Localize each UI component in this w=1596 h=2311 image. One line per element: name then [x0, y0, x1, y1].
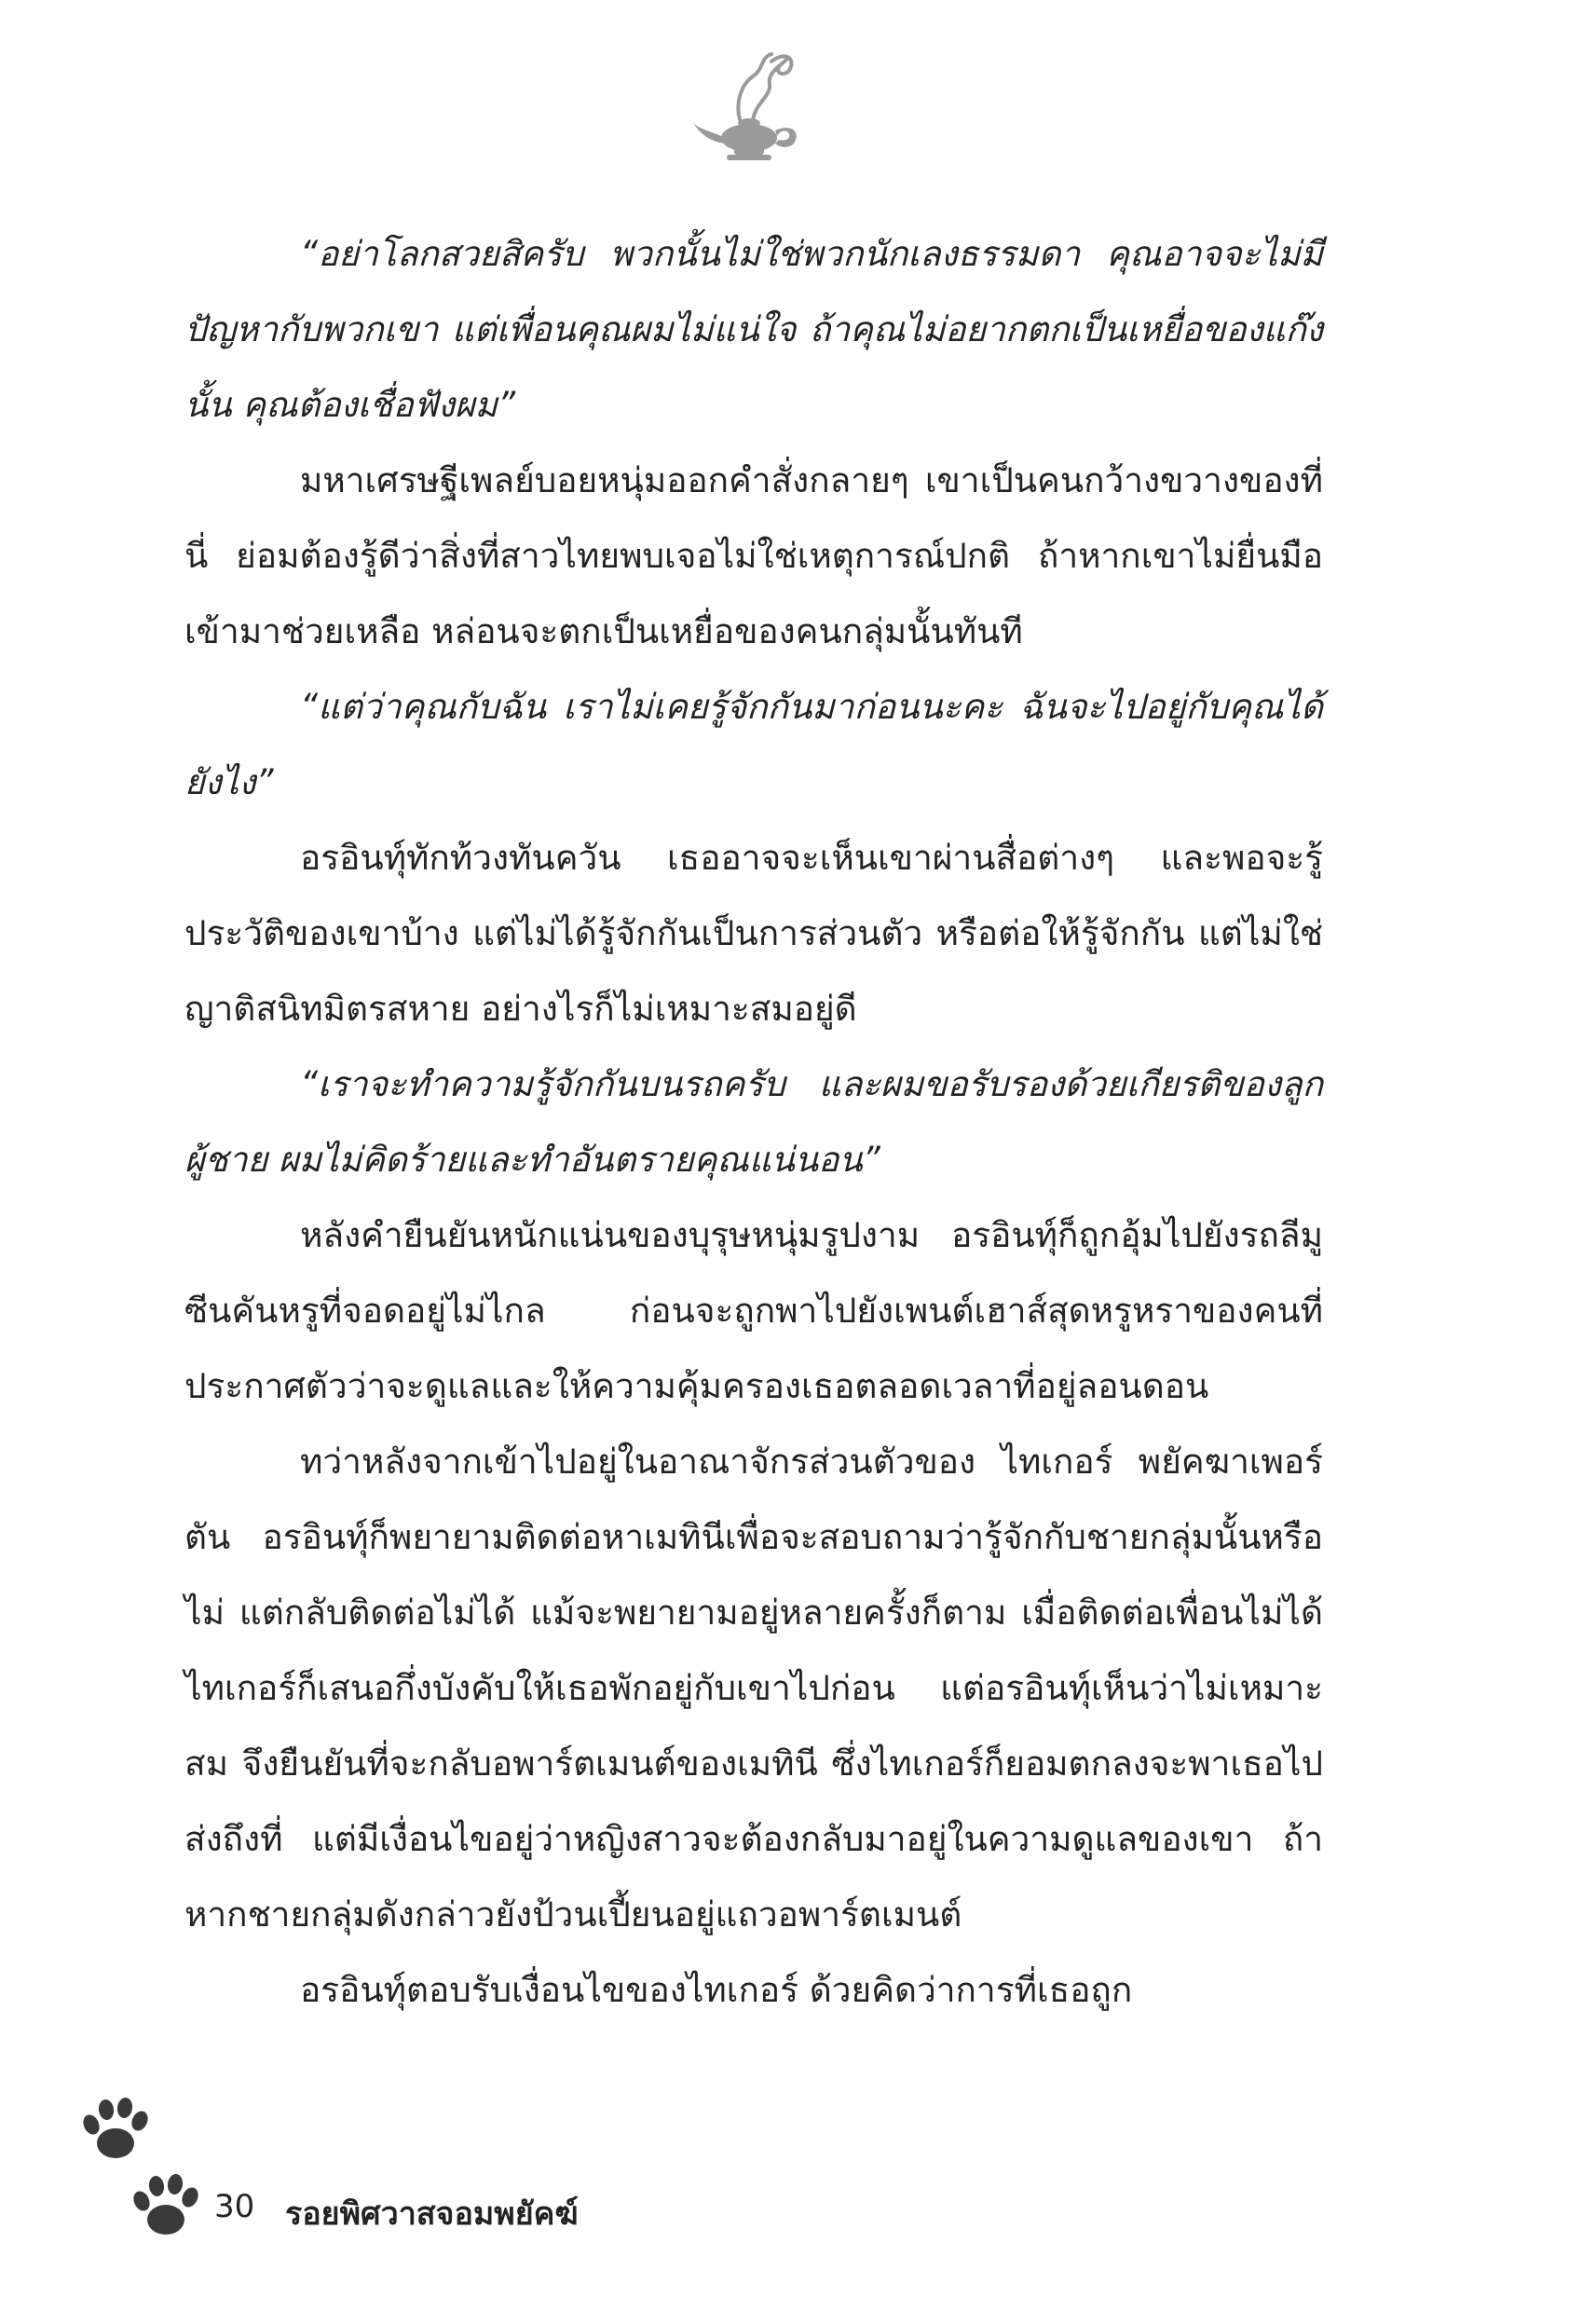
narration-paragraph: หลังคำยืนยันหนักแน่นของบุรุษหนุ่มรูปงาม อรอินท์ุก็ถูกอุ้มไปยังรถลีมูซีนคันหรูที่จอดอยู่ไม่ไกล ก่อนจะถูกพาไปยังเพนต์เฮาส์สุดหรูหราของคนที่ประกาศตัวว่าจะดูแลและให้ความคุ้มครองเธอตลอดเวลาที่อยู่ลอนดอน	[184, 1215, 1323, 1406]
narration-paragraph: ทว่าหลังจากเข้าไปอยู่ในอาณาจักรส่วนตัวของ ไทเกอร์ พยัคฆาเพอร์ตัน อรอินท์ุก็พยายามติดต่อหาเมทินีเพื่อจะสอบถามว่ารู้จักกับชายกลุ่มนั้นหรือไม่ แต่กลับติดต่อไม่ได้ แม้จะพยายามอยู่หลายครั้งก็ตาม เมื่อติดต่อเพื่อนไม่ได้ ไทเกอร์ก็เสนอกึ่งบังคับให้เธอพักอยู่กับเขาไปก่อน แต่อรอินท์ุเห็นว่าไม่เหมาะสม จึงยืนยันที่จะกลับอพาร์ตเมนต์ของเมทินี ซึ่งไทเกอร์ก็ยอมตกลงจะพาเธอไปส่งถึงที่ แต่มีเงื่อนไขอยู่ว่าหญิงสาวจะต้องกลับมาอยู่ในความดูแลของเขา ถ้าหากชายกลุ่มดังกล่าวยังป้วนเปี้ยนอยู่แถวอพาร์ตเมนต์	[184, 1442, 1323, 1935]
page-number: 30	[214, 2188, 255, 2225]
dialogue-paragraph: “อย่าโลกสวยสิครับ พวกนั้นไม่ใช่พวกนักเลงธรรมดา คุณอาจจะไม่มีปัญหากับพวกเขา แต่เพื่อนคุณผมไม่แน่ใจ ถ้าคุณไม่อยากตกเป็นเหยื่อของแก๊งนั้น คุณต้องเชื่อฟังผม”	[184, 234, 1323, 425]
narration-paragraph: อรอินท์ุตอบรับเงื่อนไขของไทเกอร์ ด้วยคิดว่าการที่เธอถูก	[300, 1970, 1133, 2010]
page-body	[184, 216, 1323, 2028]
genie-lamp-icon	[686, 48, 825, 170]
dialogue-paragraph: “เราจะทำความรู้จักกันบนรถครับ และผมขอรับรองด้วยเกียรติของลูกผู้ชาย ผมไม่คิดร้ายและทำอันตรายคุณแน่นอน”	[184, 1064, 1323, 1180]
dialogue-paragraph: “แต่ว่าคุณกับฉัน เราไม่เคยรู้จักกันมาก่อนนะคะ ฉันจะไปอยู่กับคุณได้ยังไง”	[184, 687, 1323, 802]
book-title: รอยพิศวาสจอมพยัคฆ์	[285, 2195, 579, 2233]
narration-paragraph: มหาเศรษฐีเพลย์บอยหนุ่มออกคำสั่งกลายๆ เขาเป็นคนกว้างขวางของที่นี่ ย่อมต้องรู้ดีว่าสิ่งที่สาวไทยพบเจอไม่ใช่เหตุการณ์ปกติ ถ้าหากเขาไม่ยื่นมือเข้ามาช่วยเหลือ หล่อนจะตกเป็นเหยื่อของคนกลุ่มนั้นทันที	[184, 460, 1323, 651]
paw-print-icon	[78, 2095, 151, 2166]
narration-paragraph: อรอินท์ุทักท้วงทันควัน เธออาจจะเห็นเขาผ่านสื่อต่างๆ และพอจะรู้ประวัติของเขาบ้าง แต่ไม่ได้รู้จักกันเป็นการส่วนตัว หรือต่อให้รู้จักกัน แต่ไม่ใช่ญาติสนิทมิตรสหาย อย่างไรก็ไม่เหมาะสมอยู่ดี	[184, 838, 1323, 1029]
paw-print-icon	[129, 2171, 201, 2242]
